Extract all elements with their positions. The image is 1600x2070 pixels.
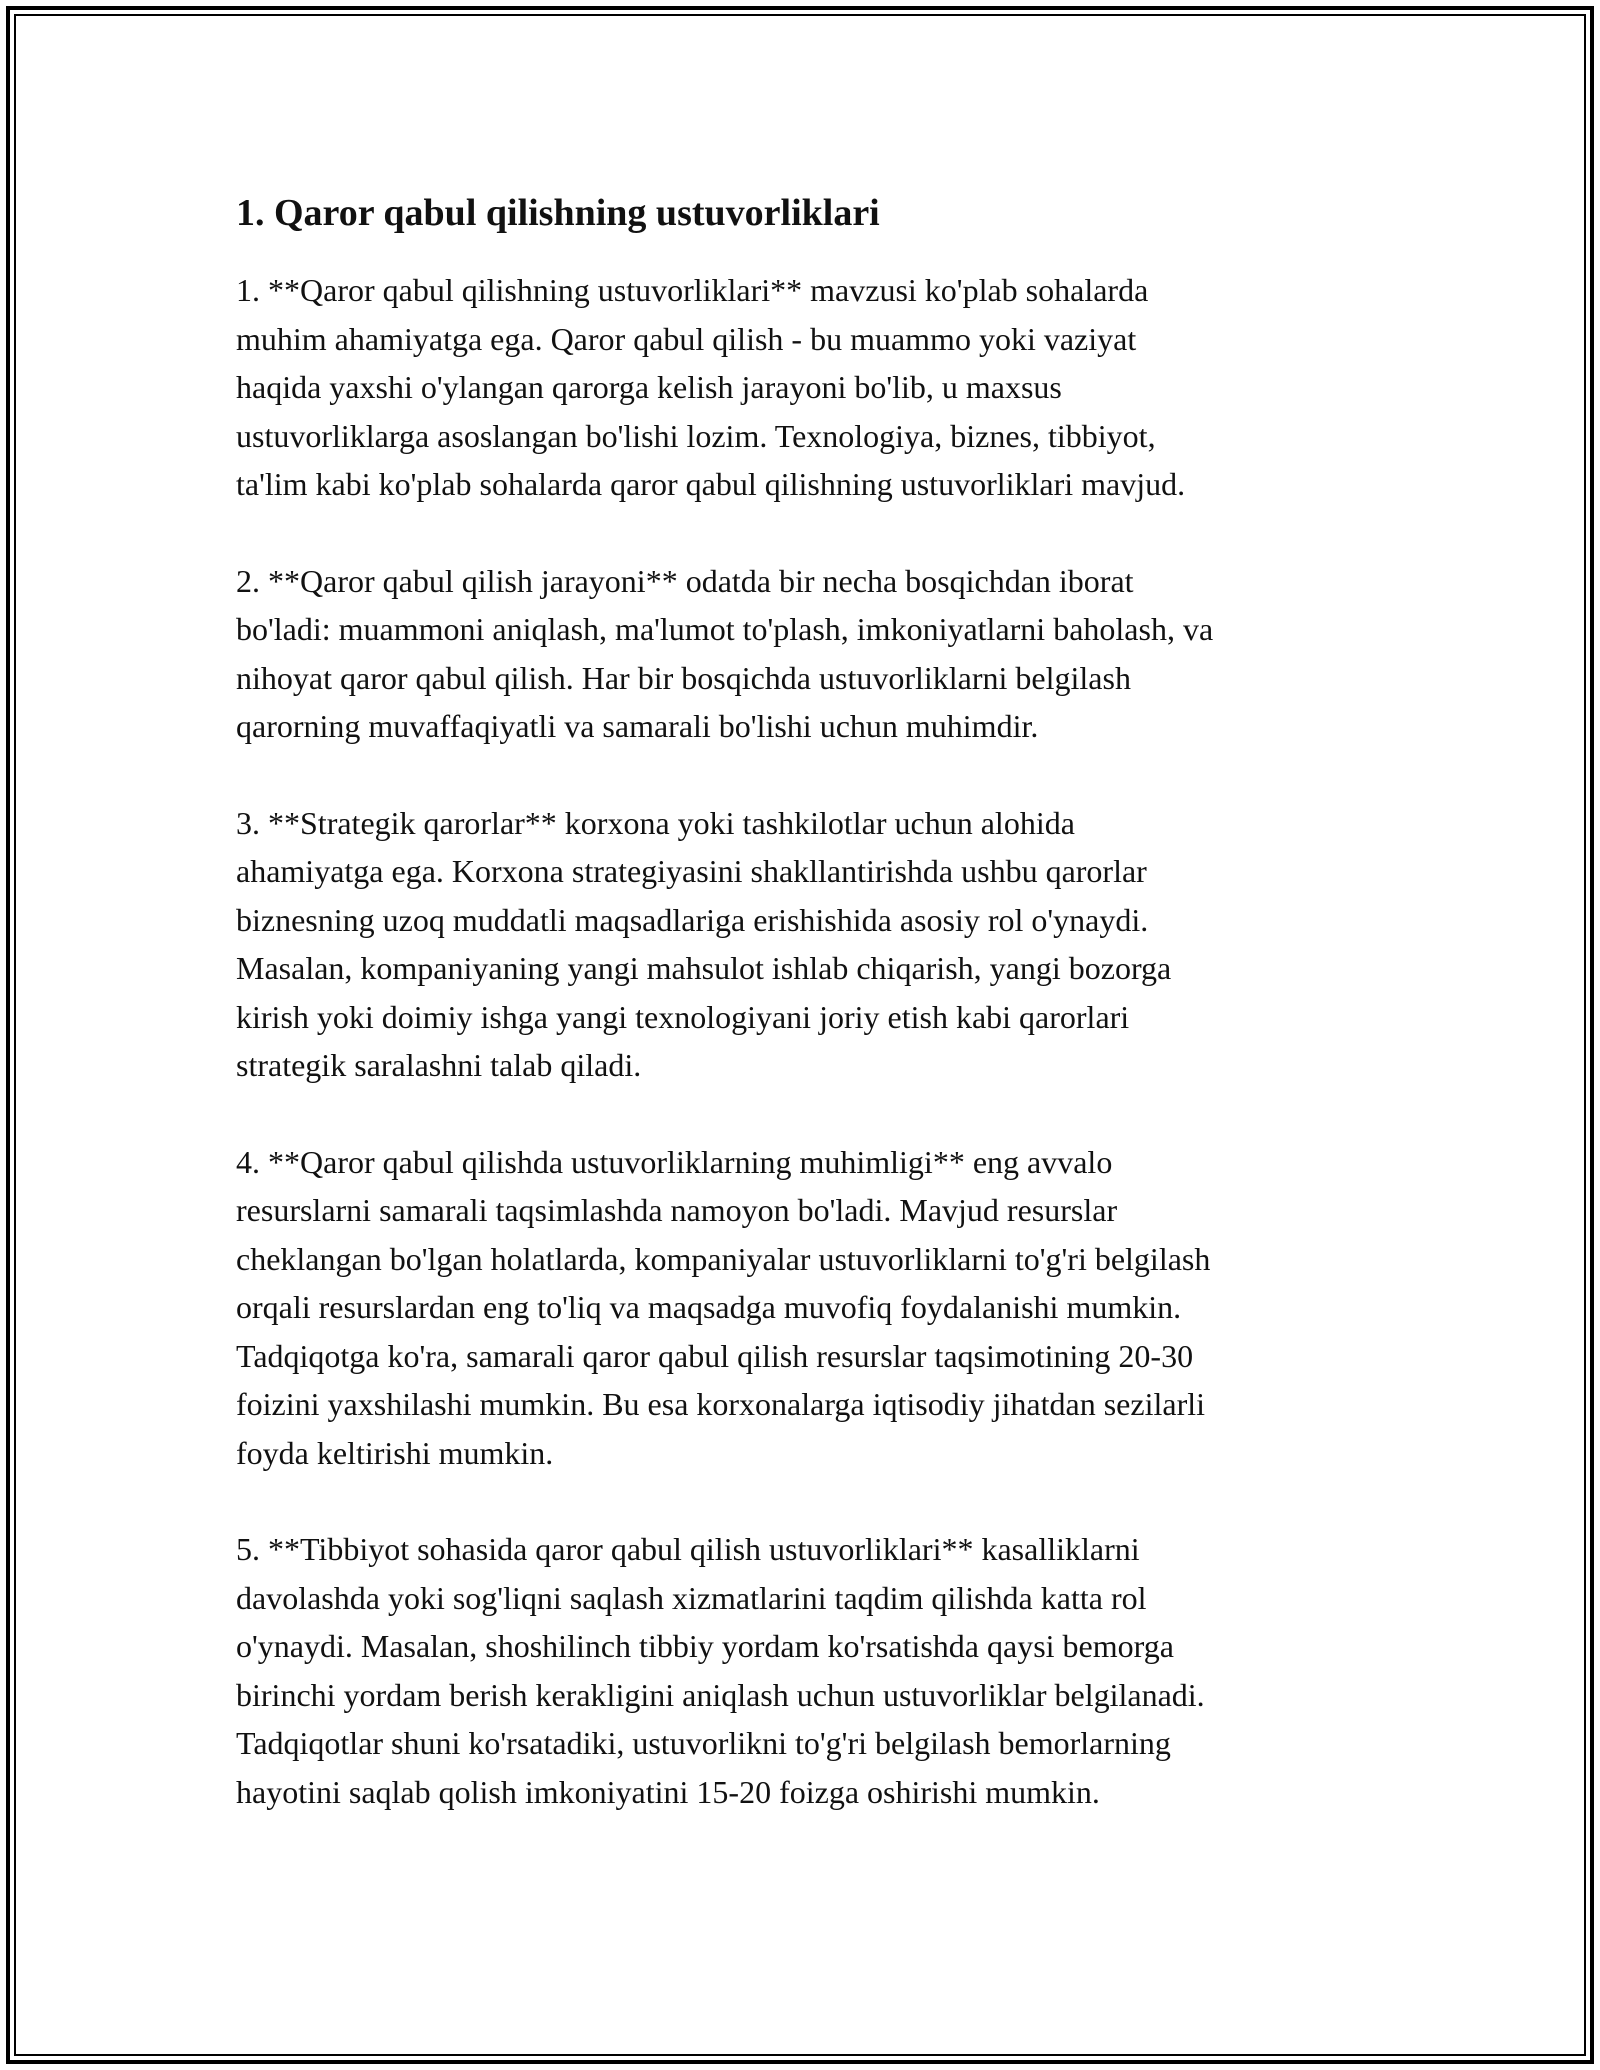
paragraph-4: 4. **Qaror qabul qilishda ustuvorliklarning muhimligi** eng avvalo resurslarni samarali taqsimlashda namoyon bo'ladi. Mavjud resurslar cheklangan bo'lgan holatlarda, kompaniyalar ustuvorliklarni to'g'ri belgilash orqali resurslardan eng to'liq va maqsadga muvofiq foydalanishi mumkin. Tadqiqotga ko'ra, samarali qaror qabul qilish resurslar taqsimotining 20-30 foizini yaxshilashi mumkin. Bu esa korxonalarga iqtisodiy jihatdan sezilarli foyda keltirishi mumkin. [236, 1143, 1211, 1471]
paragraph-3: 3. **Strategik qarorlar** korxona yoki tashkilotlar uchun alohida ahamiyatga ega. Korxona strategiyasini shakllantirishda ushbu qarorlar biznesning uzoq muddatli maqsadlariga erishishida asosiy rol o'ynaydi. Masalan, kompaniyaning yangi mahsulot ishlab chiqarish, yangi bozorga kirish yoki doimiy ishga yangi texnologiyani joriy etish kabi qarorlari strategik saralashni talab qiladi. [236, 804, 1172, 1083]
document-body [236, 186, 1376, 1864]
paragraph-1: 1. **Qaror qabul qilishning ustuvorliklari** mavzusi ko'plab sohalarda muhim ahamiyatga ega. Qaror qabul qilish - bu muammo yoki vaziyat haqida yaxshi o'ylangan qarorga kelish jarayoni bo'lib, u maxsus ustuvorliklarga asoslangan bo'lishi lozim. Texnologiya, biznes, tibbiyot, ta'lim kabi ko'plab sohalarda qaror qabul qilishning ustuvorliklari mavjud. [236, 272, 1186, 502]
paragraph-2: 2. **Qaror qabul qilish jarayoni** odatda bir necha bosqichdan iborat bo'ladi: muammoni aniqlash, ma'lumot to'plash, imkoniyatlarni baholash, va nihoyat qaror qabul qilish. Har bir bosqichda ustuvorliklarni belgilash qarorning muvaffaqiyatli va samarali bo'lishi uchun muhimdir. [236, 562, 1214, 744]
document-heading: 1. Qaror qabul qilishning ustuvorliklari [236, 192, 880, 234]
paragraph-5: 5. **Tibbiyot sohasida qaror qabul qilish ustuvorliklari** kasalliklarni davolashda yoki sog'liqni saqlash xizmatlarini taqdim qilishda katta rol o'ynaydi. Masalan, shoshilinch tibbiy yordam ko'rsatishda qaysi bemorga birinchi yordam berish kerakligini aniqlash uchun ustuvorliklar belgilanadi. Tadqiqotlar shuni ko'rsatadiki, ustuvorlikni to'g'ri belgilash bemorlarning hayotini saqlab qolish imkoniyatini 15-20 foizga oshirishi mumkin. [236, 1531, 1205, 1810]
